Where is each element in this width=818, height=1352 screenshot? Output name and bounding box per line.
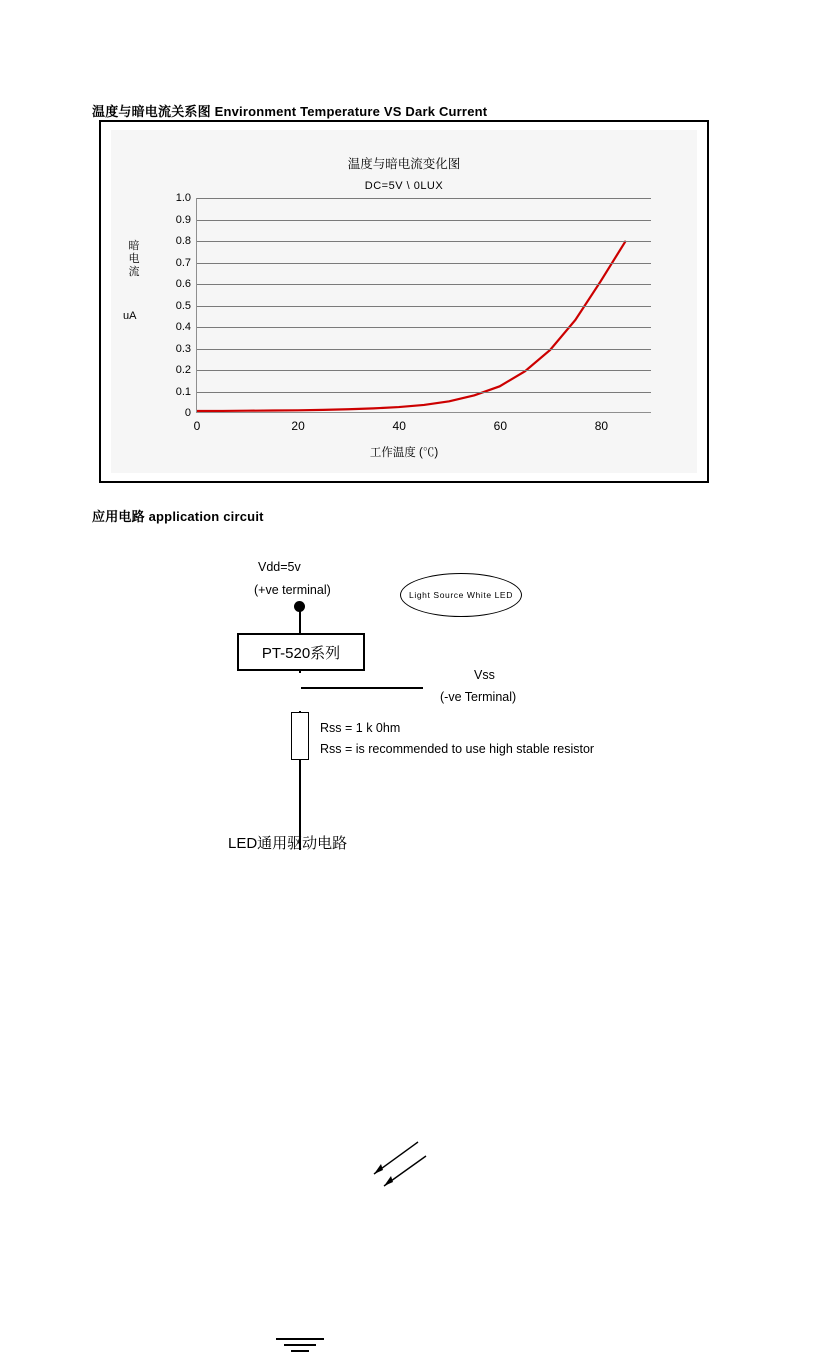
y-tick-label: 0.3 [175,342,191,355]
light-source-label: Light Source White LED [400,573,522,617]
wire-device-to-vss [301,687,423,689]
x-tick-label: 60 [493,419,508,433]
chart-subtitle: DC=5V \ 0LUX [364,180,444,192]
y-tick-label: 0.8 [175,235,191,247]
device-package-box: PT-520系列 [237,633,365,671]
vdd-label: Vdd=5v [258,560,301,574]
chart-gridline [197,198,651,199]
resistor-value-label: Rss = 1 k 0hm [320,721,401,735]
circuit-caption: LED通用驱动电路 [228,835,348,852]
resistor-symbol [291,712,309,760]
x-axis-title: 工作温度 (℃) [369,447,439,459]
y-tick-label: 0.6 [175,278,191,290]
vss-terminal-note: (-ve Terminal) [440,690,517,704]
y-tick-label: 0 [184,407,191,419]
chart-gridline [197,241,651,242]
chart-title: 温度与暗电流变化图 [347,157,461,171]
y-axis-unit: uA [123,310,137,322]
y-tick-label: 0.4 [175,321,191,333]
x-tick-label: 0 [193,419,201,433]
y-axis-title: 暗电流 [128,240,140,278]
dark-current-chart [99,120,709,483]
circuit-section-heading: 应用电路 application circuit [92,509,264,524]
chart-gridline [197,327,651,328]
x-tick-label: 20 [291,419,305,433]
vdd-terminal-note: (+ve terminal) [254,583,331,597]
y-tick-label: 0.9 [175,213,191,226]
resistor-note-label: Rss = is recommended to use high stable resistor [320,742,595,756]
y-tick-label: 0.1 [175,385,191,398]
chart-gridline [197,370,651,371]
chart-gridline [197,306,651,307]
y-tick-label: 0.2 [175,364,191,376]
x-tick-label: 40 [392,419,406,433]
light-direction-arrows [360,1140,420,1185]
y-tick-label: 0.7 [175,256,191,269]
chart-gridline [197,349,651,350]
x-tick-label: 80 [594,419,609,433]
ground-symbol-bar-1 [276,1338,324,1340]
chart-gridline [197,263,651,264]
chart-gridline [197,284,651,285]
y-tick-label: 1.0 [175,192,191,204]
chart-plot-area [175,192,651,433]
ground-symbol-bar-2 [284,1344,316,1346]
vss-label: Vss [474,668,495,682]
y-tick-label: 0.5 [175,299,191,312]
chart-gridline [197,220,651,221]
chart-section-heading: 温度与暗电流关系图 Environment Temperature VS Dark Current [92,104,488,119]
chart-gridline [197,392,651,393]
